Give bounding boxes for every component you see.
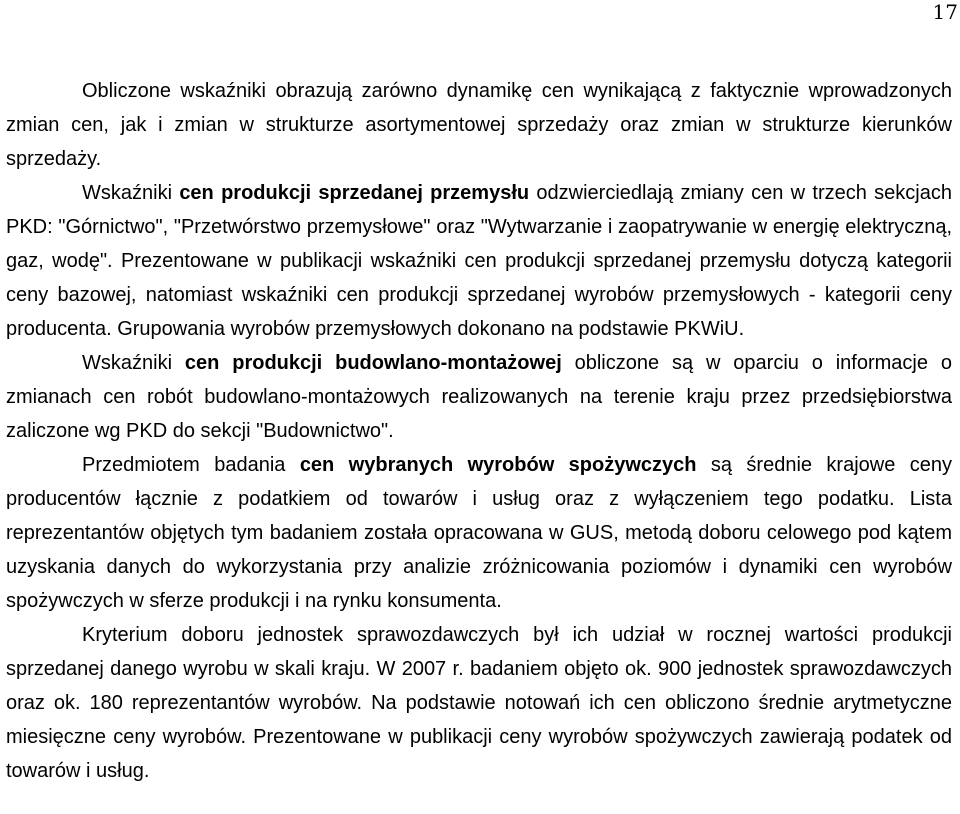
page-number: 17 — [932, 0, 958, 24]
paragraph-industrial-prices — [6, 176, 952, 346]
paragraph-bold-term: cen produkcji sprzedanej przemysłu — [179, 182, 530, 204]
paragraph-lead: Przedmiotem badania — [82, 454, 300, 476]
paragraph-construction-prices — [6, 346, 952, 448]
paragraph-lead: Wskaźniki — [82, 352, 185, 374]
paragraph-dynamics — [6, 74, 952, 176]
paragraph-rest: odzwierciedlają zmiany cen w trzech sekcjach PKD: "Górnictwo", "Przetwórstwo przemysłowe" oraz "Wytwarzanie i zaopatrywanie w energię elektryczną, gaz, wodę". Prezentowane w publikacji wskaźniki cen produkcji sprzedanej przemysłu dotyczą kategorii ceny bazowej, natomiast wskaźniki cen produkcji sprzedanej wyrobów przemysłowych - kategorii ceny producenta. Grupowania wyrobów przemysłowych dokonano na podstawie PKWiU. — [6, 182, 952, 340]
paragraph-text: Kryterium doboru jednostek sprawozdawczych był ich udział w rocznej wartości produkcji sprzedanej danego wyrobu w skali kraju. W 2007 r. badaniem objęto ok. 900 jednostek sprawozdawczych oraz ok. 180 reprezentantów wyrobów. Na podstawie notowań ich cen obliczono średnie arytmetyczne miesięczne ceny wyrobów. Prezentowane w publikacji ceny wyrobów spożywczych zawierają podatek od towarów i usług. — [6, 624, 952, 782]
document-body — [6, 74, 952, 788]
paragraph-text: Obliczone wskaźniki obrazują zarówno dynamikę cen wynikającą z faktycznie wprowadzonych zmian cen, jak i zmian w strukturze asortymentowej sprzedaży oraz zmian w strukturze kierunków sprzedaży. — [6, 80, 952, 170]
paragraph-selection-criteria — [6, 618, 952, 788]
paragraph-bold-term: cen produkcji budowlano-montażowej — [184, 352, 562, 374]
paragraph-lead: Wskaźniki — [82, 182, 180, 204]
paragraph-bold-term: cen wybranych wyrobów spożywczych — [299, 454, 697, 476]
paragraph-rest: obliczone są w oparciu o informacje o zmianach cen robót budowlano-montażowych realizowanych na terenie kraju przez przedsiębiorstwa zaliczone wg PKD do sekcji "Budownictwo". — [6, 352, 952, 442]
paragraph-food-prices — [6, 448, 952, 618]
paragraph-rest: są średnie krajowe ceny producentów łącznie z podatkiem od towarów i usług oraz z wyłączeniem tego podatku. Lista reprezentantów objętych tym badaniem została opracowana w GUS, metodą doboru celowego pod kątem uzyskania danych do wykorzystania przy analizie zróżnicowania poziomów i dynamiki cen wyrobów spożywczych w sferze produkcji i na rynku konsumenta. — [6, 454, 953, 612]
